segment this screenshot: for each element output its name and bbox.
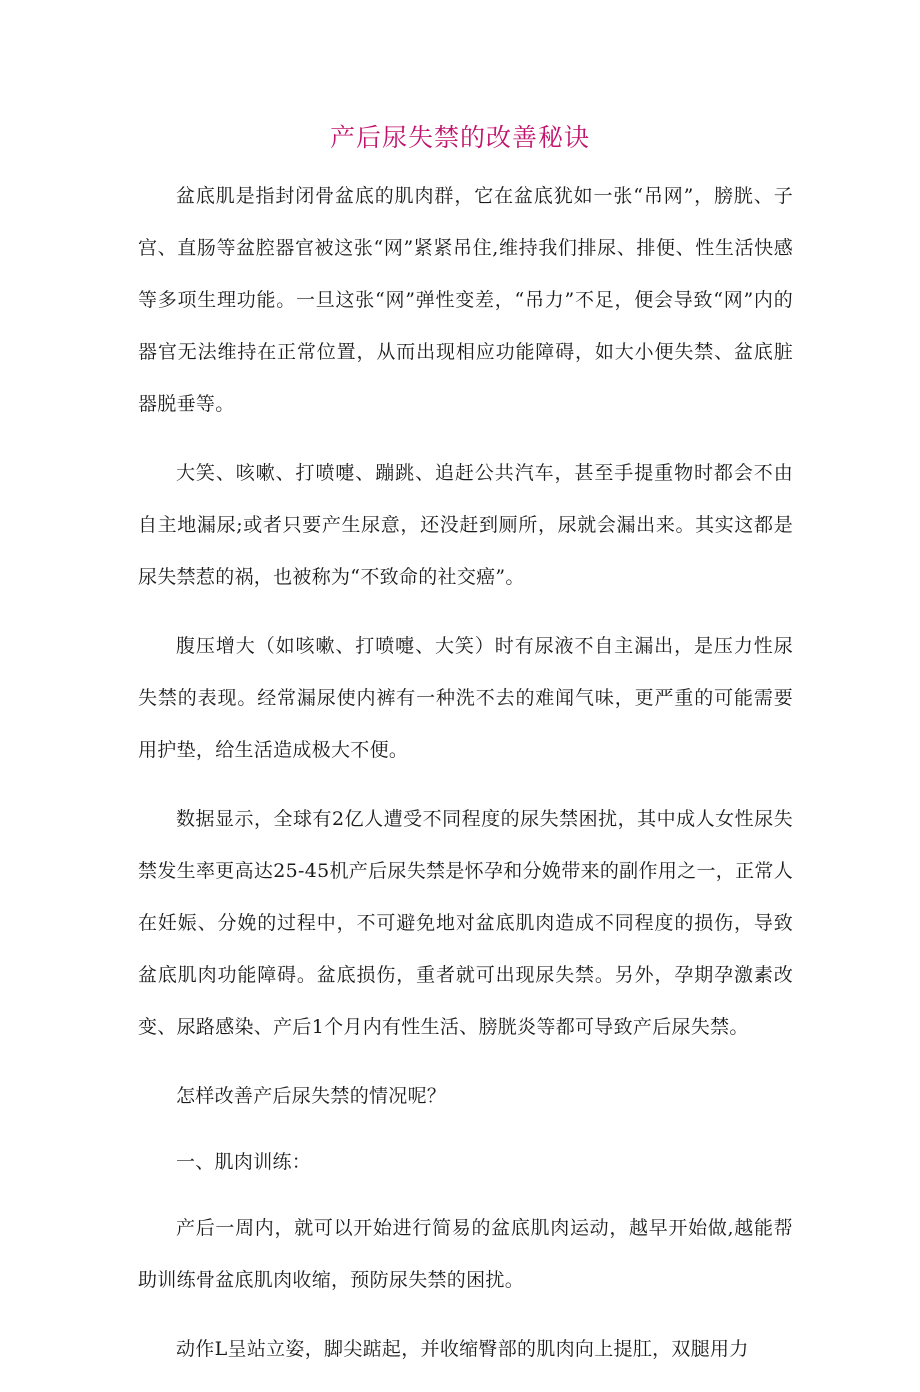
paragraph-leakage-situations: 大笑、咳嗽、打喷嚏、蹦跳、追赶公共汽车，甚至手提重物时都会不由自主地漏尿;或者只要产生尿意，还没赶到厕所，尿就会漏出来。其实这都是尿失禁惹的祸，也被称为“不致命的社交癌”。 bbox=[138, 462, 793, 588]
paragraph-question: 怎样改善产后尿失禁的情况呢？ bbox=[176, 1085, 447, 1107]
paragraph-early-exercise: 产后一周内，就可以开始进行简易的盆底肌肉运动，越早开始做,越能帮助训练骨盆底肌肉收缩，预防尿失禁的困扰。 bbox=[138, 1217, 793, 1291]
paragraph-pelvic-floor-intro: 盆底肌是指封闭骨盆底的肌肉群，它在盆底犹如一张“吊网”，膀胱、子宫、直肠等盆腔器官被这张“网”紧紧吊住,维持我们排尿、排便、性生活快感等多项生理功能。一旦这张“网”弹性变差，“吊力”不足，便会导致“网”内的器官无法维持在正常位置，从而出现相应功能障碍，如大小便失禁、盆底脏器脱垂等。 bbox=[138, 185, 793, 415]
section-heading-muscle-training: 一、肌肉训练： bbox=[176, 1151, 312, 1173]
document-body bbox=[138, 170, 793, 1392]
paragraph-exercise-action: 动作L呈站立姿，脚尖踮起，并收缩臀部的肌肉向上提肛，双腿用力 bbox=[176, 1338, 749, 1360]
paragraph-statistics: 数据显示，全球有2亿人遭受不同程度的尿失禁困扰，其中成人女性尿失禁发生率更高达25-45机产后尿失禁是怀孕和分娩带来的副作用之一，正常人在妊娠、分娩的过程中，不可避免地对盆底肌肉造成不同程度的损伤，导致盆底肌肉功能障碍。盆底损伤，重者就可出现尿失禁。另外，孕期孕激素改变、尿路感染、产后1个月内有性生活、膀胱炎等都可导致产后尿失禁。 bbox=[138, 808, 793, 1038]
document-title: 产后尿失禁的改善秘诀 bbox=[329, 123, 590, 152]
paragraph-stress-incontinence: 腹压增大（如咳嗽、打喷嚏、大笑）时有尿液不自主漏出，是压力性尿失禁的表现。经常漏尿使内裤有一种洗不去的难闻气味，更严重的可能需要用护垫，给生活造成极大不便。 bbox=[138, 635, 793, 761]
